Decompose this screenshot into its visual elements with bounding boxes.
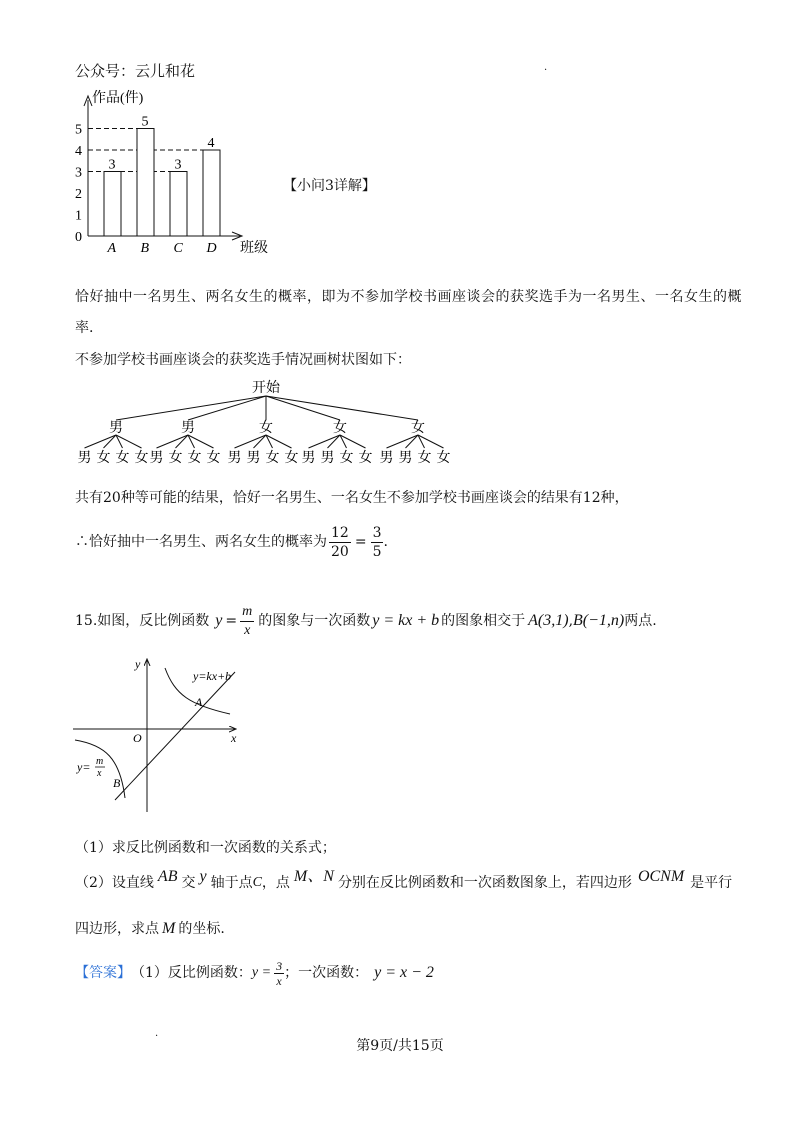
paragraph-4 (75, 522, 388, 562)
tree-edge (188, 396, 266, 420)
tree-edge (266, 435, 292, 448)
inverse-label-numerator: m (96, 756, 104, 767)
text: ，点 (261, 875, 290, 891)
fraction-numerator: m (240, 603, 254, 622)
tree-root: 开始 (252, 381, 280, 396)
subquestion-1: （1）求反比例函数和一次函数的关系式； (75, 840, 336, 856)
subquestion-2b (75, 919, 225, 939)
fraction-3-x (274, 959, 284, 988)
x-tick-label: B (140, 241, 150, 256)
tree-leaf-node: 男 (301, 451, 316, 466)
page-number: 第9页/共15页 (356, 1038, 444, 1054)
footer-dot: . (155, 1028, 159, 1039)
tree-leaf-node: 女 (339, 451, 354, 466)
subquestion-2 (75, 868, 732, 898)
tree-edge (104, 435, 117, 448)
tree-leaf-node: 男 (246, 451, 261, 466)
tree-branch-node: 女 (411, 421, 425, 436)
y-tick-label: 3 (75, 165, 82, 181)
tree-edge (328, 435, 341, 448)
fraction-numerator: 3 (372, 524, 382, 541)
equals-sign: = (354, 534, 367, 550)
tree-edge (157, 435, 189, 448)
paragraph-1b: 率. (75, 320, 94, 336)
tree-leaf-node: 女 (168, 451, 183, 466)
y-tick-label: 0 (75, 230, 82, 245)
fraction-12-20 (329, 524, 351, 561)
text: 分别在反比例函数和一次函数图象上，若四边形 (337, 875, 632, 891)
bar-C (170, 172, 187, 237)
fraction-denominator: x (244, 622, 251, 638)
y-tick-label: 1 (75, 208, 82, 224)
y-axis-label: y (135, 657, 141, 671)
point-a: A(3,1) (528, 612, 569, 629)
tree-leaf-node: 男 (227, 451, 242, 466)
bar-value-label: 4 (207, 136, 215, 151)
tree-leaf-node: 女 (134, 451, 149, 466)
question-15 (75, 600, 657, 642)
fraction-denominator: 5 (372, 543, 382, 560)
tree-leaf-node: 女 (96, 451, 111, 466)
tree-leaf-node: 男 (149, 451, 164, 466)
point-c: C (252, 875, 262, 890)
y-tick-label: 2 (75, 187, 82, 202)
y-axis-label: 作品(件) (92, 91, 144, 106)
tree-leaf-node: 女 (115, 451, 130, 466)
tree-leaf-node: 女 (265, 451, 280, 466)
fraction-denominator: 20 (331, 543, 349, 560)
tree-edge (188, 435, 214, 448)
text: 轴于点 (210, 875, 253, 891)
text: （2）设直线 (75, 875, 154, 891)
period: . (383, 534, 388, 550)
bar-value-label: 3 (108, 157, 116, 173)
x-tick-label: A (107, 241, 117, 256)
linear-function: y = kx + b (372, 612, 440, 629)
question-text: 的图象相交于 (441, 613, 526, 629)
bar-B (137, 129, 154, 237)
tree-edge (266, 396, 340, 420)
inverse-label-denominator: x (97, 768, 102, 779)
bar-value-label: 3 (174, 157, 182, 173)
tree-edge (340, 435, 366, 448)
text: ；一次函数： (284, 965, 369, 981)
tree-edge (116, 396, 266, 420)
bar-value-label: 5 (141, 114, 149, 130)
tree-edge (235, 435, 267, 448)
function-graph (65, 650, 265, 820)
line-ab: AB (157, 868, 178, 885)
question-text: 两点. (624, 613, 657, 629)
tree-branch-node: 女 (259, 421, 273, 436)
comma: , (568, 613, 574, 629)
header-dot: . (544, 62, 548, 73)
point-a-label: A (195, 695, 203, 709)
fraction-denominator: x (276, 973, 282, 988)
tree-leaf-node: 男 (398, 451, 413, 466)
linear-label: y=kx+b (193, 669, 232, 683)
tree-edge (116, 435, 142, 448)
point-b-label: B (113, 776, 121, 790)
equals-sign: = (225, 613, 238, 629)
tree-leaf-node: 女 (417, 451, 432, 466)
text: （1）反比例函数： (131, 965, 252, 981)
x-tick-label: C (173, 241, 183, 256)
x-axis-label: 班级 (240, 241, 268, 256)
question-text: 如图，反比例函数 (97, 613, 210, 629)
y-tick-label: 4 (75, 144, 82, 159)
x-tick-label: D (206, 241, 217, 256)
inverse-label: y= (77, 760, 91, 774)
question-number: 15. (75, 613, 98, 629)
tree-leaf-node: 女 (358, 451, 373, 466)
tree-leaf-node: 女 (436, 451, 451, 466)
tree-leaf-node: 男 (379, 451, 394, 466)
question-text: 的图象与一次函数 (258, 613, 371, 629)
tree-edge (85, 435, 117, 448)
points-m-n: M、N (293, 868, 334, 885)
answer-tag: 【答案】 (75, 965, 131, 981)
x-axis-label: x (231, 731, 237, 745)
tree-branch-node: 女 (333, 421, 347, 436)
bar-D (203, 150, 220, 236)
tree-leaf-node: 女 (187, 451, 202, 466)
tree-leaf-node: 男 (320, 451, 335, 466)
paragraph-3: 共有20种等可能的结果，恰好一名男生、一名女生不参加学校书画座谈会的结果有12种， (75, 490, 629, 506)
text: 四边形，求点 (75, 921, 159, 937)
tree-edge (309, 435, 341, 448)
paragraph-2: 不参加学校书画座谈会的获奖选手情况画树状图如下： (75, 352, 411, 368)
paragraph-1: 恰好抽中一名男生、两名女生的概率，即为不参加学校书画座谈会的获奖选手为一名男生、一名女生的概 (75, 289, 742, 305)
tree-edge (176, 435, 189, 448)
point-m: M (162, 920, 176, 937)
inverse-y: y (215, 612, 223, 629)
tree-edge (254, 435, 267, 448)
fraction-3-5 (371, 524, 384, 561)
answer-inverse-y: y = (251, 965, 272, 980)
fraction-numerator: 12 (331, 524, 349, 541)
subquestion-3-heading: 【小问3详解】 (283, 178, 376, 194)
point-b: B(−1,n) (573, 612, 625, 629)
tree-edge (387, 435, 419, 448)
y-axis-ref: y (199, 868, 207, 885)
tree-edge (406, 435, 419, 448)
tree-branch-node: 男 (109, 421, 123, 436)
tree-leaf-node: 男 (77, 451, 92, 466)
watermark-text: 公众号：云儿和花 (75, 62, 196, 80)
tree-edge (418, 435, 444, 448)
tree-diagram (70, 376, 470, 466)
tree-leaf-node: 女 (284, 451, 299, 466)
tree-branch-node: 男 (181, 421, 195, 436)
text: 交 (181, 875, 196, 891)
bar-chart (60, 88, 280, 258)
y-tick-label: 5 (75, 122, 82, 138)
text: 的坐标. (178, 921, 225, 937)
origin-label: O (133, 731, 142, 745)
bar-A (104, 172, 121, 237)
fraction-m-x (240, 603, 254, 640)
tree-edge (266, 396, 418, 420)
probability-prefix: ∴恰好抽中一名男生、两名女生的概率为 (75, 534, 327, 550)
fraction-numerator: 3 (276, 958, 283, 973)
quadrilateral-ocnm: OCNM (637, 868, 685, 885)
answer-linear: y = x − 2 (374, 964, 434, 981)
text: 是平行 (690, 875, 733, 891)
tree-leaf-node: 女 (206, 451, 221, 466)
answer (75, 955, 434, 991)
